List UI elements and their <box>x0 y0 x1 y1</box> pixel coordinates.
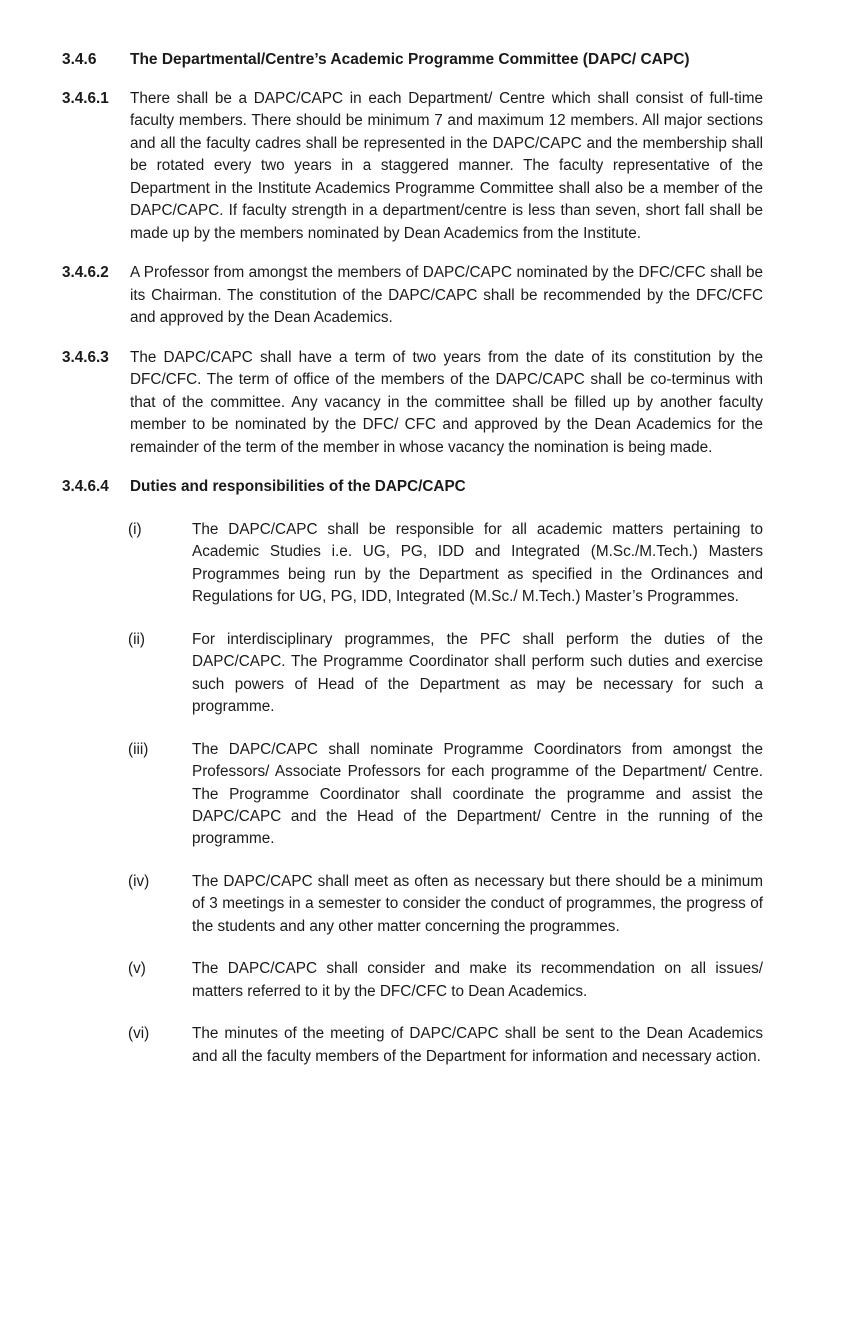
clause-3-4-6-2 <box>62 262 763 329</box>
clause-text: A Professor from amongst the members of DAPC/CAPC nominated by the DFC/CFC shall be its Chairman. The constitution of the DAPC/CAPC shall be recommended by the DFC/CFC and approved by the Dean Academics. <box>130 264 763 327</box>
list-item-text: The DAPC/CAPC shall consider and make its recommendation on all issues/ matters referred to it by the DFC/CFC to Dean Academics. <box>192 960 763 1000</box>
list-item <box>62 519 763 609</box>
list-item-marker: (ii) <box>128 630 145 648</box>
clause-number: 3.4.6.2 <box>62 264 109 282</box>
clause-text: Duties and responsibilities of the DAPC/CAPC <box>130 478 466 496</box>
list-item-text: The DAPC/CAPC shall be responsible for all academic matters pertaining to Academic Studies i.e. UG, PG, IDD and Integrated (M.Sc./M.Tech.) Masters Programmes being run by the Department as specified in the Ordinances and Regulations for UG, PG, IDD, Integrated (M.Sc./ M.Tech.) Master’s Programmes. <box>192 520 763 606</box>
list-item <box>62 1023 763 1068</box>
list-item-marker: (i) <box>128 520 142 538</box>
list-item <box>62 629 763 719</box>
list-item-marker: (vi) <box>128 1025 150 1043</box>
clause-number: 3.4.6.1 <box>62 89 109 107</box>
list-item <box>62 871 763 938</box>
clause-text: The DAPC/CAPC shall have a term of two years from the date of its constitution by the DFC/CFC. The term of office of the members of the DAPC/CAPC shall be co-terminus with that of the committee. Any vacancy in the committee shall be filled up by another faculty member to be nominated by the DFC/ CFC and approved by the Dean Academics for the remainder of the term of the member in whose vacancy the nomination is being made. <box>130 348 763 456</box>
clause-3-4-6-4 <box>62 476 763 498</box>
roman-list <box>62 519 763 1069</box>
clause-text: There shall be a DAPC/CAPC in each Department/ Centre which shall consist of full-time faculty members. There should be minimum 7 and maximum 12 members. All major sections and all the faculty cadres shall be represented in the DAPC/CAPC and the membership shall be rotated every two years in a staggered manner. The faculty representative of the Department in the Institute Academics Programme Committee shall also be a member of the DAPC/CAPC. If faculty strength in a department/centre is less than seven, short fall shall be made up by the members nominated by Dean Academics from the Institute. <box>130 89 763 242</box>
list-item-text: The DAPC/CAPC shall meet as often as necessary but there should be a minimum of 3 meetings in a semester to consider the conduct of programmes, the progress of the students and any other matter concerning the programmes. <box>192 872 763 935</box>
list-item <box>62 958 763 1003</box>
list-item-text: The DAPC/CAPC shall nominate Programme Coordinators from amongst the Professors/ Associate Professors for each programme of the Department/ Centre. The Programme Coordinator shall coordinate the programme and assist the DAPC/CAPC and the Head of the Department/ Centre in the running of the programme. <box>192 740 763 848</box>
list-item-text: The minutes of the meeting of DAPC/CAPC shall be sent to the Dean Academics and all the faculty members of the Department for information and necessary action. <box>192 1025 763 1065</box>
list-item <box>62 739 763 851</box>
list-item-marker: (v) <box>128 960 146 978</box>
clause-number: 3.4.6.4 <box>62 478 109 496</box>
list-item-text: For interdisciplinary programmes, the PFC shall perform the duties of the DAPC/CAPC. The Programme Coordinator shall perform such duties and exercise such powers of Head of the Department as may be necessary for such a programme. <box>192 630 763 716</box>
section-title: The Departmental/Centre’s Academic Programme Committee (DAPC/ CAPC) <box>130 51 690 68</box>
list-item-marker: (iv) <box>128 872 150 890</box>
section-heading <box>62 50 763 71</box>
clause-number: 3.4.6.3 <box>62 348 109 366</box>
clause-3-4-6-1 <box>62 88 763 245</box>
list-item-marker: (iii) <box>128 740 149 758</box>
section-number: 3.4.6 <box>62 51 97 68</box>
clause-3-4-6-3 <box>62 347 763 459</box>
